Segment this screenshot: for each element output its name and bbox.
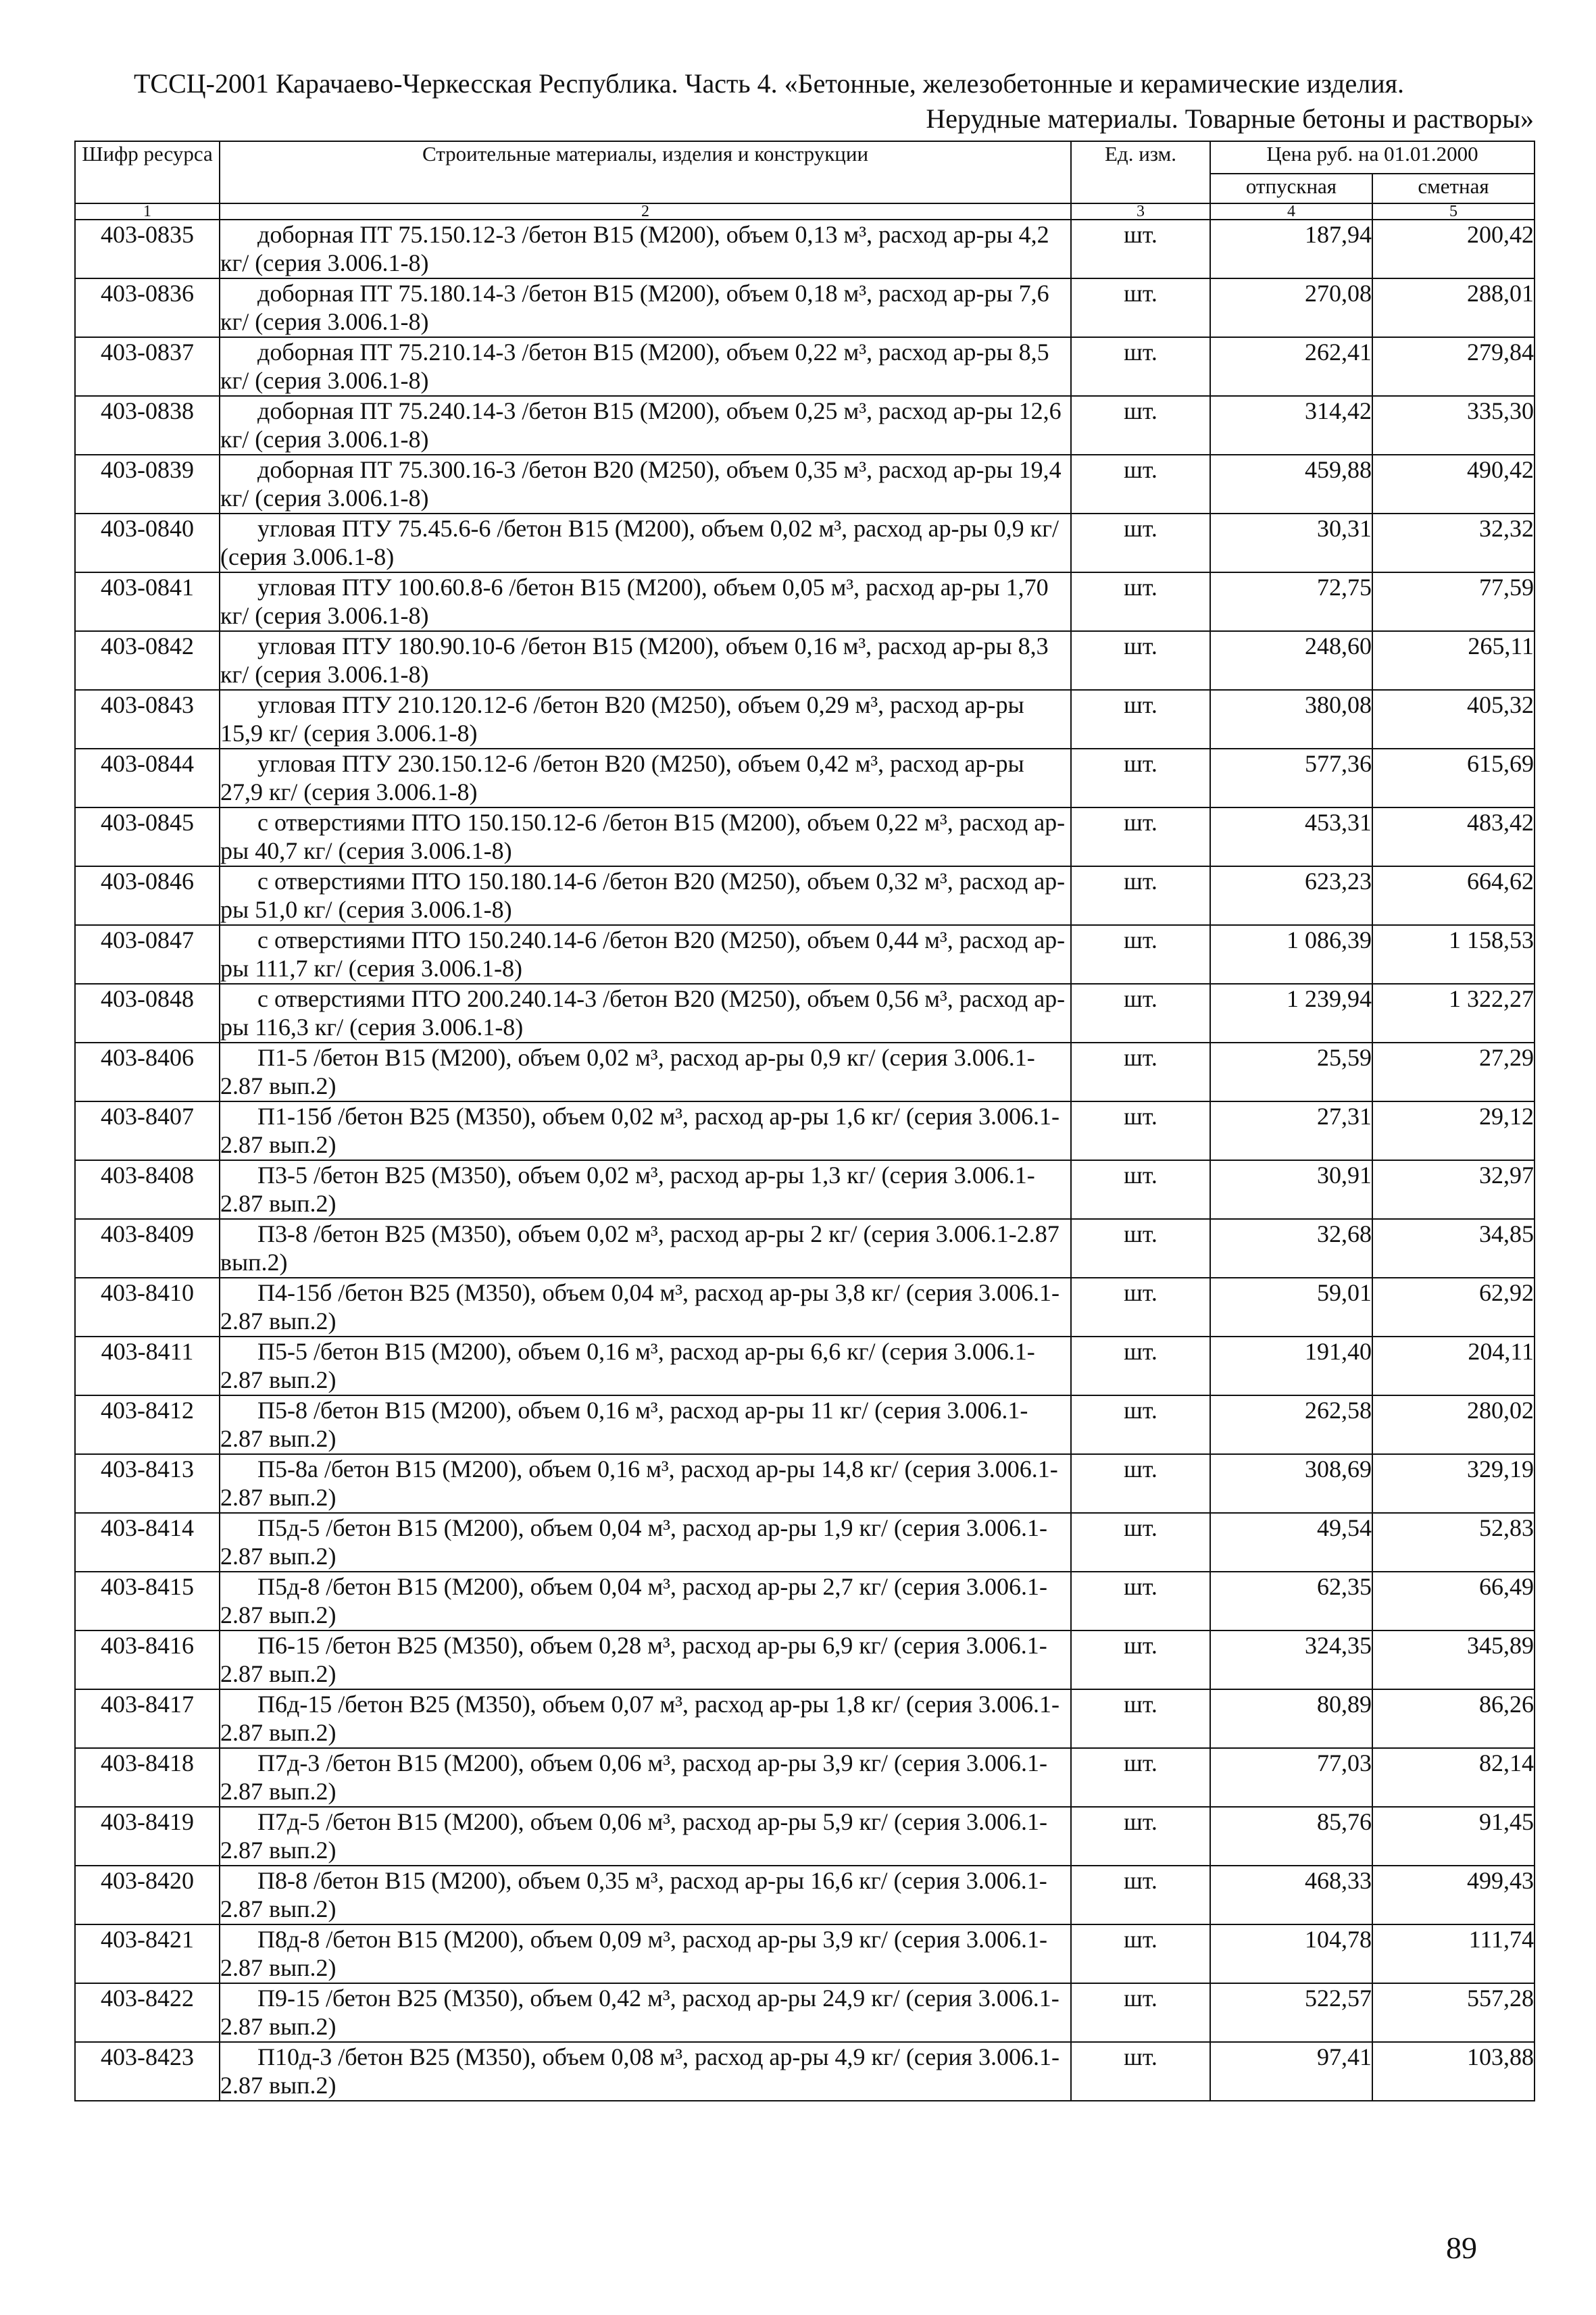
table-row	[75, 807, 1535, 866]
header-description: Строительные материалы, изделия и конструкции	[220, 141, 1071, 203]
estimate-price-cell: 62,92	[1372, 1278, 1535, 1337]
unit-cell: шт.	[1071, 455, 1210, 514]
material-description: П7д-5 /бетон В15 (М200), объем 0,06 м³, расход ар-ры 5,9 кг/ (серия 3.006.1-2.87 вып.2)	[220, 1807, 1071, 1866]
material-description: с отверстиями ПТО 150.240.14-6 /бетон В20 (М250), объем 0,44 м³, расход ар-ры 111,7 кг/ (серия 3.006.1-8)	[220, 925, 1071, 984]
release-price-cell: 1 086,39	[1210, 925, 1372, 984]
release-price-cell: 522,57	[1210, 1983, 1372, 2042]
unit-cell: шт.	[1071, 1043, 1210, 1101]
table-row	[75, 925, 1535, 984]
release-price-cell: 104,78	[1210, 1924, 1372, 1983]
table-row	[75, 866, 1535, 925]
estimate-price-cell: 66,49	[1372, 1572, 1535, 1631]
release-price-cell: 380,08	[1210, 690, 1372, 749]
resource-code: 403-0839	[75, 455, 220, 514]
resource-code: 403-8415	[75, 1572, 220, 1631]
resource-code: 403-8419	[75, 1807, 220, 1866]
unit-cell: шт.	[1071, 1748, 1210, 1807]
material-description: с отверстиями ПТО 200.240.14-3 /бетон В20 (М250), объем 0,56 м³, расход ар-ры 116,3 кг/ (серия 3.006.1-8)	[220, 984, 1071, 1043]
material-description: доборная ПТ 75.300.16-3 /бетон В20 (М250), объем 0,35 м³, расход ар-ры 19,4 кг/ (серия 3.006.1-8)	[220, 455, 1071, 514]
resource-code: 403-8407	[75, 1101, 220, 1160]
estimate-price-cell: 499,43	[1372, 1866, 1535, 1924]
estimate-price-cell: 557,28	[1372, 1983, 1535, 2042]
page-number: 89	[1446, 2231, 1477, 2265]
estimate-price-cell: 204,11	[1372, 1337, 1535, 1395]
release-price-cell: 459,88	[1210, 455, 1372, 514]
table-row	[75, 1572, 1535, 1631]
release-price-cell: 49,54	[1210, 1513, 1372, 1572]
estimate-price-cell: 34,85	[1372, 1219, 1535, 1278]
header-line-1: ТССЦ-2001 Карачаево-Черкесская Республика. Часть 4. «Бетонные, железобетонные и керамические изделия.	[134, 68, 1405, 99]
resource-code: 403-8418	[75, 1748, 220, 1807]
table-row	[75, 1807, 1535, 1866]
estimate-price-cell: 329,19	[1372, 1454, 1535, 1513]
table-row	[75, 1689, 1535, 1748]
estimate-price-cell: 103,88	[1372, 2042, 1535, 2101]
header-unit: Ед. изм.	[1071, 141, 1210, 203]
material-description: П5-8а /бетон В15 (М200), объем 0,16 м³, расход ар-ры 14,8 кг/ (серия 3.006.1-2.87 вып.2)	[220, 1454, 1071, 1513]
resource-code: 403-0836	[75, 278, 220, 337]
unit-cell: шт.	[1071, 1101, 1210, 1160]
estimate-price-cell: 111,74	[1372, 1924, 1535, 1983]
release-price-cell: 59,01	[1210, 1278, 1372, 1337]
release-price-cell: 77,03	[1210, 1748, 1372, 1807]
release-price-cell: 62,35	[1210, 1572, 1372, 1631]
unit-cell: шт.	[1071, 514, 1210, 572]
table-row	[75, 1866, 1535, 1924]
column-number: 5	[1372, 203, 1535, 220]
table-row	[75, 572, 1535, 631]
table-row	[75, 1337, 1535, 1395]
table-row	[75, 749, 1535, 807]
table-row	[75, 1631, 1535, 1689]
table-row	[75, 1983, 1535, 2042]
header-release-price: отпускная	[1210, 174, 1372, 203]
unit-cell: шт.	[1071, 1689, 1210, 1748]
unit-cell: шт.	[1071, 690, 1210, 749]
table-row	[75, 1513, 1535, 1572]
header-estimate-price: сметная	[1372, 174, 1535, 203]
table-row	[75, 455, 1535, 514]
resource-code: 403-0835	[75, 220, 220, 278]
unit-cell: шт.	[1071, 278, 1210, 337]
column-number: 4	[1210, 203, 1372, 220]
unit-cell: шт.	[1071, 396, 1210, 455]
material-description: угловая ПТУ 210.120.12-6 /бетон В20 (М250), объем 0,29 м³, расход ар-ры 15,9 кг/ (серия 3.006.1-8)	[220, 690, 1071, 749]
unit-cell: шт.	[1071, 220, 1210, 278]
estimate-price-cell: 345,89	[1372, 1631, 1535, 1689]
unit-cell: шт.	[1071, 1337, 1210, 1395]
resource-code: 403-0838	[75, 396, 220, 455]
unit-cell: шт.	[1071, 2042, 1210, 2101]
release-price-cell: 623,23	[1210, 866, 1372, 925]
estimate-price-cell: 280,02	[1372, 1395, 1535, 1454]
unit-cell: шт.	[1071, 631, 1210, 690]
estimate-price-cell: 405,32	[1372, 690, 1535, 749]
material-description: П8д-8 /бетон В15 (М200), объем 0,09 м³, расход ар-ры 3,9 кг/ (серия 3.006.1-2.87 вып.2)	[220, 1924, 1071, 1983]
unit-cell: шт.	[1071, 807, 1210, 866]
table-row	[75, 220, 1535, 278]
material-description: угловая ПТУ 230.150.12-6 /бетон В20 (М250), объем 0,42 м³, расход ар-ры 27,9 кг/ (серия 3.006.1-8)	[220, 749, 1071, 807]
resource-code: 403-0845	[75, 807, 220, 866]
page-header	[74, 66, 1534, 136]
material-description: П1-5 /бетон В15 (М200), объем 0,02 м³, расход ар-ры 0,9 кг/ (серия 3.006.1-2.87 вып.2)	[220, 1043, 1071, 1101]
release-price-cell: 187,94	[1210, 220, 1372, 278]
unit-cell: шт.	[1071, 1807, 1210, 1866]
release-price-cell: 1 239,94	[1210, 984, 1372, 1043]
estimate-price-cell: 77,59	[1372, 572, 1535, 631]
material-description: П5-8 /бетон В15 (М200), объем 0,16 м³, расход ар-ры 11 кг/ (серия 3.006.1-2.87 вып.2)	[220, 1395, 1071, 1454]
resource-code: 403-8409	[75, 1219, 220, 1278]
resource-code: 403-0837	[75, 337, 220, 396]
material-description: П3-8 /бетон В25 (М350), объем 0,02 м³, расход ар-ры 2 кг/ (серия 3.006.1-2.87 вып.2)	[220, 1219, 1071, 1278]
release-price-cell: 30,91	[1210, 1160, 1372, 1219]
material-description: П5д-5 /бетон В15 (М200), объем 0,04 м³, расход ар-ры 1,9 кг/ (серия 3.006.1-2.87 вып.2)	[220, 1513, 1071, 1572]
release-price-cell: 453,31	[1210, 807, 1372, 866]
table-row	[75, 2042, 1535, 2101]
release-price-cell: 308,69	[1210, 1454, 1372, 1513]
material-description: П7д-3 /бетон В15 (М200), объем 0,06 м³, расход ар-ры 3,9 кг/ (серия 3.006.1-2.87 вып.2)	[220, 1748, 1071, 1807]
resource-code: 403-8422	[75, 1983, 220, 2042]
table-row	[75, 690, 1535, 749]
release-price-cell: 32,68	[1210, 1219, 1372, 1278]
table-row	[75, 514, 1535, 572]
resource-code: 403-0847	[75, 925, 220, 984]
release-price-cell: 85,76	[1210, 1807, 1372, 1866]
table-row	[75, 1395, 1535, 1454]
estimate-price-cell: 200,42	[1372, 220, 1535, 278]
unit-cell: шт.	[1071, 1513, 1210, 1572]
estimate-price-cell: 82,14	[1372, 1748, 1535, 1807]
unit-cell: шт.	[1071, 984, 1210, 1043]
column-number: 1	[75, 203, 220, 220]
unit-cell: шт.	[1071, 1572, 1210, 1631]
release-price-cell: 27,31	[1210, 1101, 1372, 1160]
table-row	[75, 1278, 1535, 1337]
estimate-price-cell: 483,42	[1372, 807, 1535, 866]
material-description: П6-15 /бетон В25 (М350), объем 0,28 м³, расход ар-ры 6,9 кг/ (серия 3.006.1-2.87 вып.2)	[220, 1631, 1071, 1689]
release-price-cell: 80,89	[1210, 1689, 1372, 1748]
resource-code: 403-0848	[75, 984, 220, 1043]
material-description: доборная ПТ 75.210.14-3 /бетон В15 (М200), объем 0,22 м³, расход ар-ры 8,5 кг/ (серия 3.006.1-8)	[220, 337, 1071, 396]
resource-code: 403-0841	[75, 572, 220, 631]
table-row	[75, 396, 1535, 455]
table-row	[75, 631, 1535, 690]
column-number: 2	[220, 203, 1071, 220]
resource-code: 403-8411	[75, 1337, 220, 1395]
unit-cell: шт.	[1071, 1866, 1210, 1924]
resource-code: 403-0844	[75, 749, 220, 807]
unit-cell: шт.	[1071, 1219, 1210, 1278]
release-price-cell: 314,42	[1210, 396, 1372, 455]
unit-cell: шт.	[1071, 1983, 1210, 2042]
unit-cell: шт.	[1071, 1631, 1210, 1689]
resource-code: 403-8412	[75, 1395, 220, 1454]
table-row	[75, 1043, 1535, 1101]
material-description: П6д-15 /бетон В25 (М350), объем 0,07 м³, расход ар-ры 1,8 кг/ (серия 3.006.1-2.87 вып.2)	[220, 1689, 1071, 1748]
unit-cell: шт.	[1071, 1160, 1210, 1219]
material-description: П9-15 /бетон В25 (М350), объем 0,42 м³, расход ар-ры 24,9 кг/ (серия 3.006.1-2.87 вып.2)	[220, 1983, 1071, 2042]
release-price-cell: 30,31	[1210, 514, 1372, 572]
estimate-price-cell: 1 158,53	[1372, 925, 1535, 984]
estimate-price-cell: 52,83	[1372, 1513, 1535, 1572]
resource-code: 403-8413	[75, 1454, 220, 1513]
resource-code: 403-0843	[75, 690, 220, 749]
estimate-price-cell: 29,12	[1372, 1101, 1535, 1160]
unit-cell: шт.	[1071, 749, 1210, 807]
estimate-price-cell: 265,11	[1372, 631, 1535, 690]
material-description: угловая ПТУ 180.90.10-6 /бетон В15 (М200), объем 0,16 м³, расход ар-ры 8,3 кг/ (серия 3.006.1-8)	[220, 631, 1071, 690]
table-row	[75, 1924, 1535, 1983]
estimate-price-cell: 490,42	[1372, 455, 1535, 514]
resource-code: 403-8410	[75, 1278, 220, 1337]
unit-cell: шт.	[1071, 1454, 1210, 1513]
resource-code: 403-8421	[75, 1924, 220, 1983]
release-price-cell: 72,75	[1210, 572, 1372, 631]
material-description: доборная ПТ 75.240.14-3 /бетон В15 (М200), объем 0,25 м³, расход ар-ры 12,6 кг/ (серия 3.006.1-8)	[220, 396, 1071, 455]
material-description: П1-15б /бетон В25 (М350), объем 0,02 м³, расход ар-ры 1,6 кг/ (серия 3.006.1-2.87 вып.2)	[220, 1101, 1071, 1160]
material-description: П8-8 /бетон В15 (М200), объем 0,35 м³, расход ар-ры 16,6 кг/ (серия 3.006.1-2.87 вып.2)	[220, 1866, 1071, 1924]
estimate-price-cell: 279,84	[1372, 337, 1535, 396]
table-body	[75, 220, 1535, 2101]
material-description: П5д-8 /бетон В15 (М200), объем 0,04 м³, расход ар-ры 2,7 кг/ (серия 3.006.1-2.87 вып.2)	[220, 1572, 1071, 1631]
material-description: с отверстиями ПТО 150.180.14-6 /бетон В20 (М250), объем 0,32 м³, расход ар-ры 51,0 кг/ (серия 3.006.1-8)	[220, 866, 1071, 925]
resource-code: 403-0846	[75, 866, 220, 925]
material-description: П10д-3 /бетон В25 (М350), объем 0,08 м³, расход ар-ры 4,9 кг/ (серия 3.006.1-2.87 вып.2)	[220, 2042, 1071, 2101]
resource-code: 403-0840	[75, 514, 220, 572]
table-row	[75, 1101, 1535, 1160]
table-row	[75, 1160, 1535, 1219]
unit-cell: шт.	[1071, 925, 1210, 984]
table-row	[75, 1748, 1535, 1807]
estimate-price-cell: 288,01	[1372, 278, 1535, 337]
estimate-price-cell: 664,62	[1372, 866, 1535, 925]
resource-code: 403-0842	[75, 631, 220, 690]
table-row	[75, 337, 1535, 396]
material-description: П4-15б /бетон В25 (М350), объем 0,04 м³, расход ар-ры 3,8 кг/ (серия 3.006.1-2.87 вып.2)	[220, 1278, 1071, 1337]
header-code: Шифр ресурса	[75, 141, 220, 203]
resource-code: 403-8416	[75, 1631, 220, 1689]
resource-code: 403-8414	[75, 1513, 220, 1572]
table-row	[75, 278, 1535, 337]
estimate-price-cell: 32,32	[1372, 514, 1535, 572]
estimate-price-cell: 1 322,27	[1372, 984, 1535, 1043]
unit-cell: шт.	[1071, 572, 1210, 631]
release-price-cell: 191,40	[1210, 1337, 1372, 1395]
resource-code: 403-8423	[75, 2042, 220, 2101]
material-description: П5-5 /бетон В15 (М200), объем 0,16 м³, расход ар-ры 6,6 кг/ (серия 3.006.1-2.87 вып.2)	[220, 1337, 1071, 1395]
material-description: П3-5 /бетон В25 (М350), объем 0,02 м³, расход ар-ры 1,3 кг/ (серия 3.006.1-2.87 вып.2)	[220, 1160, 1071, 1219]
header-price: Цена руб. на 01.01.2000	[1210, 141, 1535, 174]
material-description: доборная ПТ 75.180.14-3 /бетон В15 (М200), объем 0,18 м³, расход ар-ры 7,6 кг/ (серия 3.006.1-8)	[220, 278, 1071, 337]
estimate-price-cell: 32,97	[1372, 1160, 1535, 1219]
estimate-price-cell: 335,30	[1372, 396, 1535, 455]
release-price-cell: 270,08	[1210, 278, 1372, 337]
material-description: доборная ПТ 75.150.12-3 /бетон В15 (М200), объем 0,13 м³, расход ар-ры 4,2 кг/ (серия 3.006.1-8)	[220, 220, 1071, 278]
resource-code: 403-8417	[75, 1689, 220, 1748]
table-row	[75, 1219, 1535, 1278]
release-price-cell: 468,33	[1210, 1866, 1372, 1924]
unit-cell: шт.	[1071, 1924, 1210, 1983]
release-price-cell: 262,58	[1210, 1395, 1372, 1454]
unit-cell: шт.	[1071, 1278, 1210, 1337]
unit-cell: шт.	[1071, 866, 1210, 925]
material-description: угловая ПТУ 100.60.8-6 /бетон В15 (М200), объем 0,05 м³, расход ар-ры 1,70 кг/ (серия 3.006.1-8)	[220, 572, 1071, 631]
resource-code: 403-8408	[75, 1160, 220, 1219]
estimate-price-cell: 615,69	[1372, 749, 1535, 807]
estimate-price-cell: 86,26	[1372, 1689, 1535, 1748]
release-price-cell: 577,36	[1210, 749, 1372, 807]
release-price-cell: 324,35	[1210, 1631, 1372, 1689]
resource-code: 403-8420	[75, 1866, 220, 1924]
column-number: 3	[1071, 203, 1210, 220]
price-table	[74, 141, 1535, 2101]
table-row	[75, 984, 1535, 1043]
release-price-cell: 248,60	[1210, 631, 1372, 690]
release-price-cell: 97,41	[1210, 2042, 1372, 2101]
material-description: угловая ПТУ 75.45.6-6 /бетон В15 (М200), объем 0,02 м³, расход ар-ры 0,9 кг/ (серия 3.006.1-8)	[220, 514, 1071, 572]
unit-cell: шт.	[1071, 1395, 1210, 1454]
release-price-cell: 262,41	[1210, 337, 1372, 396]
unit-cell: шт.	[1071, 337, 1210, 396]
table-row	[75, 1454, 1535, 1513]
release-price-cell: 25,59	[1210, 1043, 1372, 1101]
header-line-2: Нерудные материалы. Товарные бетоны и растворы»	[926, 103, 1534, 134]
estimate-price-cell: 91,45	[1372, 1807, 1535, 1866]
resource-code: 403-8406	[75, 1043, 220, 1101]
material-description: с отверстиями ПТО 150.150.12-6 /бетон В15 (М200), объем 0,22 м³, расход ар-ры 40,7 кг/ (серия 3.006.1-8)	[220, 807, 1071, 866]
estimate-price-cell: 27,29	[1372, 1043, 1535, 1101]
